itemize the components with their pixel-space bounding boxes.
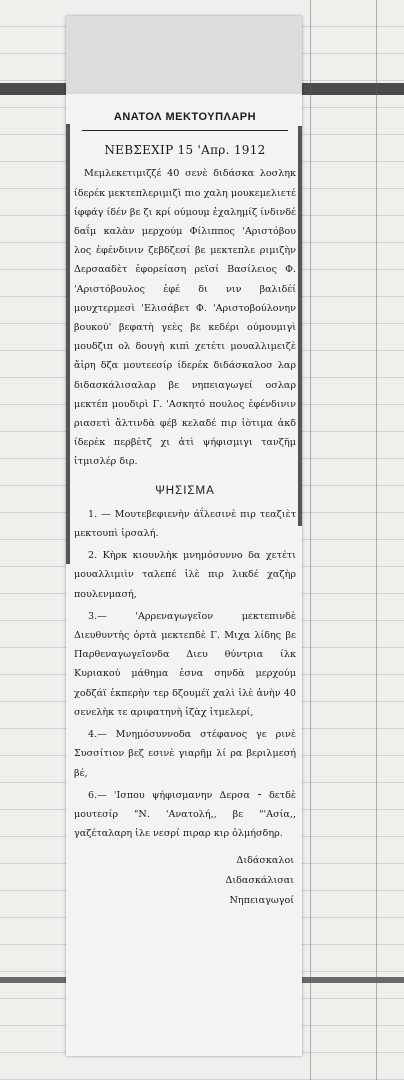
clipping-torn-top xyxy=(66,16,302,94)
resolution-item: 1. — Μουτεβεφιενὴν άΐλεσινὲ πιρ τεαζιὲτ μεκτουπὶ ἰρσαλή. xyxy=(74,508,296,540)
article xyxy=(74,108,296,911)
resolution-title: ΨΗΣΙΣΜΑ xyxy=(155,484,215,497)
signature-line: Διδάσκαλοι xyxy=(236,855,294,867)
resolution-item: 3.— 'Αρρεναγωγεῖον μεκτεπινδὲ Διευθυντὴς ὀρτὰ μεκτεπδὲ Γ. Μιχα λίδης βε Παρθεναγωγεῖονδα Διευ θύντρια ίλκ Κυριακού μάθημα ἐσνα σηνδὰ μερχούμ χοδζάϊ ἐκπερὴν τερ δζουμέϊ χαλὶ ἰλὲ ἀνὴν 40 σενελὴκ τε αριφατηνὴ ἰζὰχ ἰτμελερί, xyxy=(74,610,296,718)
resolution-item: 2. Κὴρκ κιουνλὴκ μνημόσυννο δα χετέτι μουαλλιμιὶν ταλεπέ ἰλὲ πιρ λικδέ χαζὴρ πουλενμασή, xyxy=(74,550,296,600)
resolution-list xyxy=(74,505,296,843)
newspaper-header: ΑΝΑΤΟΛ ΜΕΚΤΟΥΠΛΑΡΗ xyxy=(82,108,288,131)
ledger-margin-line xyxy=(376,0,377,1080)
resolution-item: 4.— Μνημόσυννοδα στέφανος γε ρινὲ Συσσίτιον βεζ εσινὲ γιαρῆμ λί ρα βεριλμεσή βέ, xyxy=(74,729,296,779)
article-body xyxy=(74,164,296,471)
signature-line: Διδασκάλισαι xyxy=(225,875,294,887)
resolution-item: 6.— 'Ισπου ψήφισμανην Δερσα ⁃ δετδὲ μουτεσίρ "Ν. 'Ανατολή,, βε "'Ασία,, γαζέταλαρη ἰλε νεσρί πιραρ κιρ ὀλμήσδηρ. xyxy=(74,789,296,840)
dateline: ΝΕΒΣΕΧΙΡ 15 'Απρ. 1912 xyxy=(104,143,266,158)
signature-line: Νηπειαγωγοί xyxy=(229,895,294,907)
column-rule-left xyxy=(66,124,70,564)
column-rule-right xyxy=(298,126,302,526)
signature-block xyxy=(74,851,296,911)
article-paragraph: Μεμλεκετιμιζζέ 40 σενὲ διδάσκα λοσληκ ίδερέκ μεκτεπλεριμιζὶ πιο χαλη μουκεμελιετέ ίφφάγ ίδέν βε ζι κρί ούμουμ ἐχαλημίζ ίνδινδέ δαΐμ καλὰν μερχούμ Φίλιππος 'Αριστόβου λος ἐφένδινιν ζεβδζεσί βε μεκτεπλε ριμιζὴν Δερσααδὲτ ἐφορείαση ρεϊσί Βασίλειος Φ. 'Αριστόβουλος ἐφέ δι νιν βαλιδέί μουχτερμεσὶ 'Ελισάβετ Φ. 'Αριστοβούλονην βουκού' βεφατὴ γεὲς βε κεδέρι ούμουμιγὶ μουδζιπ ολ δουγὴ κιπὶ χετέτι μουαλλιμειζὲ ἄἰρη δζα μουτεεσίρ ίδερέκ διδάσκαλοσ λαρ διδασκάλισαλαρ βε νηπειαγωγεί οσλαρ μεκτέπ μουδιρὶ Γ. 'Ασκητό πουλος ἐφένδινιν ριασετὶ ἄλτινδὰ φέβ κελαδέ πιρ ἰὸτιμα ἀκδ ίδερὲκ περβέτζ χι ἀτὶ ψήφισμιγι τανζῆμ ἰτμισλέρ διρ. xyxy=(74,168,296,468)
ledger-margin-line xyxy=(310,0,311,1080)
